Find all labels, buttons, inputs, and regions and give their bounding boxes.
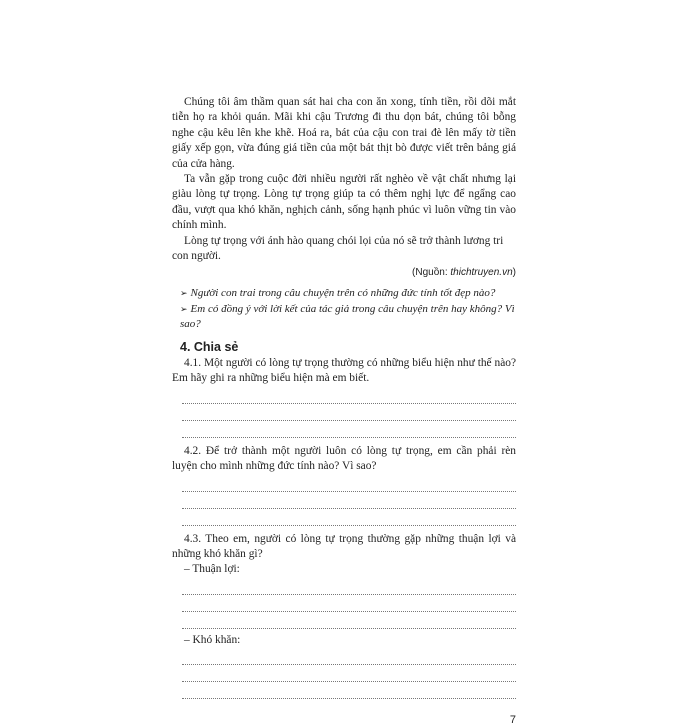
answer-line[interactable] <box>182 595 516 612</box>
answer-line[interactable] <box>182 492 516 509</box>
section-title: 4. Chia sẻ <box>180 339 239 354</box>
page-number: 7 <box>509 714 516 727</box>
story-paragraph-2: Ta vẫn gặp trong cuộc đời nhiều người rất nghèo về vật chất nhưng lại giàu lòng tự trọng. Lòng tự trọng giúp ta có thêm nghị lực để ngẩng cao đầu, vượt qua khó khăn, nghịch cảnh, sống hạnh phúc vì luôn vững tin vào chính mình. <box>172 173 516 232</box>
source-citation <box>172 266 516 280</box>
difficulties-label: – Khó khăn: <box>184 633 241 646</box>
answer-line[interactable] <box>182 578 516 595</box>
source-label: (Nguồn: <box>412 267 451 279</box>
story-paragraph-1: Chúng tôi âm thầm quan sát hai cha con ăn xong, tính tiền, rồi dõi mắt tiễn họ ra khỏi quán. Mãi khi cậu Trương đi thu dọn bát, chúng tôi bỗng nghe cậu kêu lên khe khẽ. Hoá ra, bát của cậu con trai đè lên mấy tờ tiền giấy xếp gọn, vừa đúng giá tiền của một bát thịt bò được viết trên bảng giá của cửa hàng. <box>172 96 516 170</box>
advantages-label: – Thuận lợi: <box>184 563 240 576</box>
page-content <box>172 95 516 727</box>
answer-line[interactable] <box>182 648 516 665</box>
story-paragraph-3: Lòng tự trọng với ánh hào quang chói lọi của nó sẽ trở thành lương tri con người. <box>172 234 504 263</box>
source-close: ) <box>512 267 516 279</box>
answer-line[interactable] <box>182 387 516 404</box>
source-site: thichtruyen.vn <box>450 267 513 279</box>
question-bullet-2 <box>180 302 516 333</box>
answer-line[interactable] <box>182 404 516 421</box>
arrow-bullet-icon: ➢ <box>180 288 188 299</box>
answer-line[interactable] <box>182 612 516 629</box>
question-4-3: 4.3. Theo em, người có lòng tự trọng thường gặp những thuận lợi và những khó khăn gì? <box>172 532 516 560</box>
question-text: Em có đồng ý với lời kết của tác giả trong câu chuyện trên hay không? Vì sao? <box>180 302 515 331</box>
answer-line[interactable] <box>182 475 516 492</box>
answer-line[interactable] <box>182 665 516 682</box>
question-4-1: 4.1. Một người có lòng tự trọng thường có những biểu hiện như thế nào? Em hãy ghi ra những biểu hiện mà em biết. <box>172 356 516 385</box>
question-4-2: 4.2. Để trở thành một người luôn có lòng tự trọng, em cần phải rèn luyện cho mình những đức tính nào? Vì sao? <box>172 444 516 473</box>
arrow-bullet-icon: ➢ <box>180 303 188 314</box>
question-text: Người con trai trong câu chuyện trên có những đức tính tốt đẹp nào? <box>190 287 496 300</box>
question-bullet-1 <box>180 286 516 302</box>
answer-line[interactable] <box>182 421 516 438</box>
answer-line[interactable] <box>182 682 516 699</box>
answer-line[interactable] <box>182 509 516 526</box>
